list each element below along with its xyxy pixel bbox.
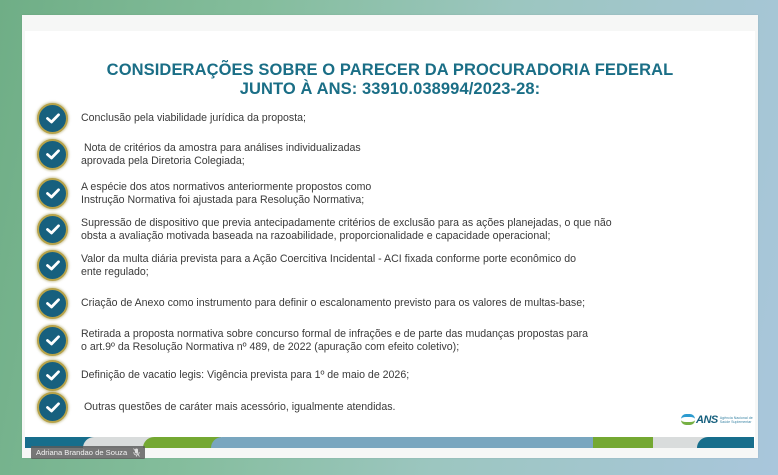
checkmark-icon (37, 325, 68, 356)
checkmark-icon (37, 250, 68, 281)
slide-content (25, 31, 755, 447)
list-item (37, 214, 612, 245)
list-item-text: A espécie dos atos normativos anteriormente propostos como (81, 181, 372, 193)
checkmark-icon (37, 178, 68, 209)
list-item-text: Supressão de dispositivo que previa antecipadamente critérios de exclusão para as ações planejadas, o que não (81, 217, 612, 229)
participant-name-tag (31, 446, 145, 459)
list-item (37, 250, 576, 281)
list-item-text: aprovada pela Diretoria Colegiada; (81, 154, 245, 167)
participant-name: Adriana Brandao de Souza (36, 448, 128, 457)
list-item (37, 325, 588, 356)
shared-screen-slide (22, 15, 758, 458)
considerations-list (25, 31, 755, 447)
list-item-text: obsta a avaliação motivada baseada na razoabilidade, proporcionalidade e capacidade operacional; (81, 229, 551, 242)
checkmark-icon (37, 360, 68, 391)
checkmark-icon (37, 103, 68, 134)
list-item (37, 139, 361, 170)
checkmark-icon (37, 214, 68, 245)
list-item-text: Criação de Anexo como instrumento para definir o escalonamento previsto para os valores de multas-base; (81, 297, 586, 310)
list-item-text: Instrução Normativa foi ajustada para Resolução Normativa; (81, 193, 365, 206)
ans-logo-text: ANS (696, 414, 718, 426)
list-item-text: Definição de vacatio legis: Vigência prevista para 1º de maio de 2026; (81, 369, 410, 382)
ans-logo (681, 414, 753, 426)
list-item (37, 288, 585, 319)
list-item-text: Valor da multa diária prevista para a Ação Coercitiva Incidental - ACI fixada conforme porte econômico do (81, 253, 577, 265)
list-item-text: Nota de critérios da amostra para análises individualizadas (81, 142, 361, 154)
list-item-text: o art.9º da Resolução Normativa nº 489, de 2022 (apuração com efeito coletivo); (81, 340, 460, 353)
list-item (37, 392, 395, 423)
list-item (37, 360, 409, 391)
mic-muted-icon (133, 448, 140, 457)
checkmark-icon (37, 392, 68, 423)
ans-logo-subtitle: Agência Nacional de Saúde Suplementar (719, 416, 753, 424)
list-item-text: Retirada a proposta normativa sobre concurso formal de infrações e de parte das mudanças propostas para (81, 328, 589, 340)
ans-logo-mark-icon (681, 414, 695, 426)
checkmark-icon (37, 139, 68, 170)
list-item-text: ente regulado; (81, 265, 149, 278)
slide-title-line-2: JUNTO À ANS: 33910.038994/2023-28: (239, 80, 541, 98)
list-item (37, 103, 306, 134)
list-item-text: Conclusão pela viabilidade jurídica da proposta; (81, 112, 306, 125)
list-item (37, 178, 371, 209)
slide-title-line-1: CONSIDERAÇÕES SOBRE O PARECER DA PROCURADORIA FEDERAL (106, 61, 674, 79)
list-item-text: Outras questões de caráter mais acessório, igualmente atendidas. (81, 401, 396, 414)
checkmark-icon (37, 288, 68, 319)
